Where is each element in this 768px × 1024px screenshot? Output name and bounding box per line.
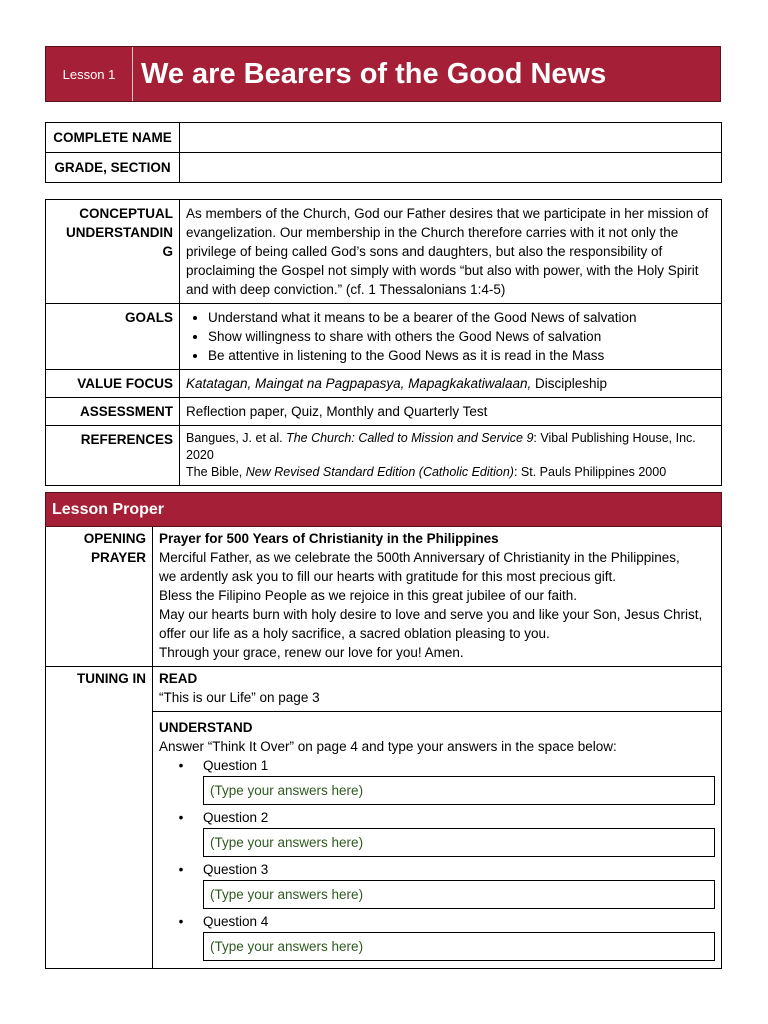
lesson-title: We are Bearers of the Good News — [141, 57, 607, 90]
prayer-line: Merciful Father, as we celebrate the 500th Anniversary of Christianity in the Philippines, — [159, 550, 680, 565]
name-label: COMPLETE NAME — [46, 123, 180, 153]
value-focus-plain: Discipleship — [531, 376, 608, 391]
grade-field[interactable] — [180, 153, 722, 183]
prayer-line: Through your grace, renew our love for you! Amen. — [159, 645, 464, 660]
ref1-publisher: : Vibal Publishing House, Inc. 2020 — [186, 431, 696, 462]
bullet-icon: • — [178, 862, 184, 877]
goals-label: GOALS — [46, 304, 180, 370]
understand-text: Answer “Think It Over” on page 4 and type your answers in the space below: — [159, 739, 617, 754]
question-label: Question 2 — [203, 810, 269, 825]
prayer-line: offer our life as a holy sacrifice, a sacred oblation pleasing to you. — [159, 626, 550, 641]
ref1-title: The Church: Called to Mission and Service 9 — [286, 431, 534, 445]
question-item — [159, 860, 715, 879]
question-label: Question 4 — [203, 914, 269, 929]
value-focus-text — [180, 370, 722, 398]
goals-cell — [180, 304, 722, 370]
read-cell — [153, 667, 722, 712]
ref2-title: New Revised Standard Edition (Catholic Edition) — [245, 465, 514, 479]
tuning-in-label: TUNING IN — [46, 667, 153, 969]
lesson-header — [45, 46, 721, 102]
prayer-line: we ardently ask you to fill our hearts with gratitude for this most precious gift. — [159, 569, 616, 584]
assessment-label: ASSESSMENT — [46, 398, 180, 426]
ref1-author: Bangues, J. et al. — [186, 431, 287, 445]
question-label: Question 1 — [203, 758, 269, 773]
value-focus-italic: Katatagan, Maingat na Pagpapasya, Mapagkakatiwalaan, — [186, 376, 532, 391]
prayer-line: Bless the Filipino People as we rejoice in this great jubilee of our faith. — [159, 588, 577, 603]
conceptual-text: As members of the Church, God our Father desires that we participate in her mission of evangelization. Our membership in the Church therefore carries with it not only the privilege of being called God’s sons and daughters, but also the responsibility of proclaiming the Gospel not simply with words “but also with power, with the Holy Spirit and with deep conviction.” (cf. 1 Thessalonians 1:4-5) — [180, 200, 722, 304]
grade-label: GRADE, SECTION — [46, 153, 180, 183]
lesson-number: Lesson 1 — [46, 47, 133, 101]
opening-prayer-label: OPENING PRAYER — [46, 527, 153, 667]
references-label: REFERENCES — [46, 426, 180, 486]
lesson-proper-table — [45, 492, 722, 969]
answer-field[interactable]: (Type your answers here) — [203, 932, 715, 961]
bullet-icon: • — [178, 758, 184, 773]
references-text — [180, 426, 722, 486]
name-field[interactable] — [180, 123, 722, 153]
conceptual-label: CONCEPTUAL UNDERSTANDIN G — [46, 200, 180, 304]
answer-field[interactable]: (Type your answers here) — [203, 880, 715, 909]
lesson-proper-heading: Lesson Proper — [46, 493, 722, 527]
assessment-text: Reflection paper, Quiz, Monthly and Quarterly Test — [180, 398, 722, 426]
answer-field[interactable]: (Type your answers here) — [203, 776, 715, 805]
question-item — [159, 912, 715, 931]
prayer-title: Prayer for 500 Years of Christianity in the Philippines — [159, 531, 499, 546]
goal-item: • Be attentive in listening to the Good News as it is read in the Mass — [208, 346, 715, 365]
question-item — [159, 756, 715, 775]
goals-list — [186, 308, 715, 365]
value-focus-label: VALUE FOCUS — [46, 370, 180, 398]
question-item — [159, 808, 715, 827]
goal-item: • Understand what it means to be a bearer of the Good News of salvation — [208, 308, 715, 327]
question-label: Question 3 — [203, 862, 269, 877]
opening-prayer-cell — [153, 527, 722, 667]
bullet-icon: • — [178, 810, 184, 825]
goal-item: • Show willingness to share with others the Good News of salvation — [208, 327, 715, 346]
answer-field[interactable]: (Type your answers here) — [203, 828, 715, 857]
ref2-author: The Bible, — [186, 465, 246, 479]
lesson-info-table — [45, 199, 722, 486]
prayer-line: May our hearts burn with holy desire to love and serve you and like your Son, Jesus Christ, — [159, 607, 703, 622]
read-text: “This is our Life” on page 3 — [159, 690, 320, 705]
student-info-table — [45, 122, 722, 183]
ref2-publisher: : St. Pauls Philippines 2000 — [513, 465, 667, 479]
bullet-icon: • — [178, 914, 184, 929]
understand-heading: UNDERSTAND — [159, 720, 253, 735]
read-heading: READ — [159, 671, 198, 686]
understand-cell — [153, 712, 722, 969]
